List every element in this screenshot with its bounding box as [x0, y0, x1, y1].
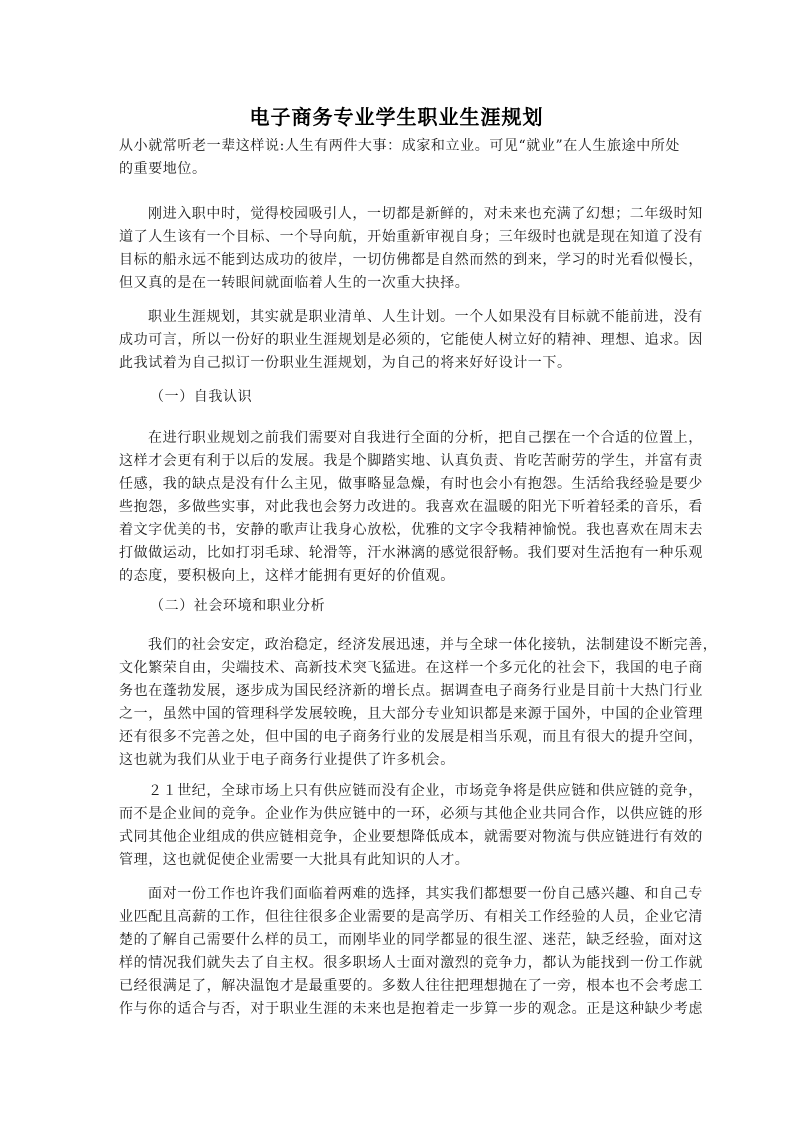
text-line: 样的情况我们就失去了自主权。很多职场人士面对激烈的竞争力，都认为能找到一份工作就: [119, 955, 703, 971]
intro-paragraph: [119, 135, 679, 181]
text-line: 刚进入职中时，觉得校园吸引人，一切都是新鲜的，对未来也充满了幻想；二年级时知: [148, 206, 703, 222]
text-line: 我们的社会安定，政治稳定，经济发展迅速，并与全球一体化接轨，法制建设不断完善，: [148, 637, 718, 653]
self-awareness-paragraph: [119, 427, 703, 588]
text-line: 式同其他企业组成的供应链相竞争，企业要想降低成本，就需要对物流与供应链进行有效的: [119, 829, 703, 845]
section-heading: （一）自我认识: [150, 389, 253, 405]
text-line: 些抱怨，多做些实事，对此我也会努力改进的。我喜欢在温暖的阳光下听着轻柔的音乐，看: [119, 499, 703, 515]
text-line: 但又真的是在一转眼间就面临着人生的一次重大抉择。: [119, 275, 470, 291]
text-line: 任感，我的缺点是没有什么主见，做事略显急燥，有时也会小有抱怨。生活给我经验是要少: [119, 476, 703, 492]
text-line: 之一，虽然中国的管理科学发展较晚，且大部分专业知识都是来源于国外，中国的企业管理: [119, 706, 703, 722]
text-line: 打做做运动，比如打羽毛球、轮滑等，汗水淋漓的感觉很舒畅。我们要对生活抱有一种乐观: [119, 545, 703, 561]
text-line: 业匹配且高薪的工作，但往往很多企业需要的是高学历、有相关工作经验的人员，企业它清: [119, 909, 703, 925]
text-line: 成功可言，所以一份好的职业生涯规划是必须的，它能使人树立好的精神、理想、追求。因: [119, 332, 703, 348]
text-line: 目标的船永远不能到达成功的彼岸，一切仿佛都是自然而然的到来，学习的时光看似慢长，: [119, 252, 703, 268]
text-line: 文化繁荣自由，尖端技术、高新技术突飞猛进。在这样一个多元化的社会下，我国的电子商: [119, 660, 703, 676]
text-line: 从小就常听老一辈这样说:人生有两件大事：成家和立业。可见“就业”在人生旅途中所处: [119, 138, 681, 154]
text-line: 这样才会更有利于以后的发展。我是个脚踏实地、认真负责、肯吃苦耐劳的学生，并富有责: [119, 453, 703, 469]
text-line: 的态度，要积极向上，这样才能拥有更好的价值观。: [119, 568, 455, 584]
text-line: 这也就为我们从业于电子商务行业提供了许多机会。: [119, 752, 455, 768]
text-line: 在进行职业规划之前我们需要对自我进行全面的分析，把自己摆在一个合适的位置上，: [148, 430, 703, 446]
text-line: ２１世纪，全球市场上只有供应链而没有企业，市场竞争将是供应链和供应链的竞争，: [148, 783, 703, 799]
text-line: 务也在蓬勃发展，逐步成为国民经济新的增长点。据调查电子商务行业是目前十大热门行业: [119, 683, 703, 699]
social-environment-paragraph: [119, 634, 718, 772]
text-line: 职业生涯规划，其实就是职业清单、人生计划。一个人如果没有目标就不能前进，没有: [148, 309, 703, 325]
text-line: 已经很满足了，解决温饱才是最重要的。多数人往往把理想抛在了一旁，根本也不会考虑工: [119, 978, 703, 994]
text-line: 此我试着为自己拟订一份职业生涯规划，为自己的将来好好设计一下。: [119, 355, 572, 371]
text-line: 着文字优美的书，安静的歌声让我身心放松，优雅的文字令我精神愉悦。我也喜欢在周末去: [119, 522, 703, 538]
text-line: 楚的了解自己需要什么样的员工，而刚毕业的同学都显的很生涩、迷茫，缺乏经验，面对这: [119, 932, 703, 948]
text-line: 道了人生该有一个目标、一个导向航，开始重新审视自身；三年级时也就是现在知道了没有: [119, 229, 703, 245]
text-line: 管理，这也就促使企业需要一大批具有此知识的人才。: [119, 852, 470, 868]
text-line: 而不是企业间的竞争。企业作为供应链中的一环，必须与其他企业共同合作，以供应链的形: [119, 806, 703, 822]
career-planning-paragraph: [119, 306, 703, 375]
text-line: 还有很多不完善之处，但中国的电子商务行业的发展是相当乐观，而且有很大的提升空间，: [119, 729, 703, 745]
section-heading-self-awareness: [119, 386, 679, 409]
text-line: 作与你的适合与否，对于职业生涯的未来也是抱着走一步算一步的观念。正是这种缺少考虑: [119, 1001, 703, 1017]
supply-chain-paragraph: [119, 780, 703, 872]
text-line: 面对一份工作也许我们面临着两难的选择，其实我们都想要一份自己感兴趣、和自己专: [148, 886, 703, 902]
section-heading-social-environment: [119, 595, 679, 618]
document-title: 电子商务专业学生职业生涯规划: [249, 105, 544, 129]
text-line: 的重要地位。: [119, 161, 207, 177]
school-experience-paragraph: [119, 203, 703, 295]
section-heading: （二）社会环境和职业分析: [150, 598, 326, 614]
job-choice-paragraph: [119, 883, 703, 1021]
